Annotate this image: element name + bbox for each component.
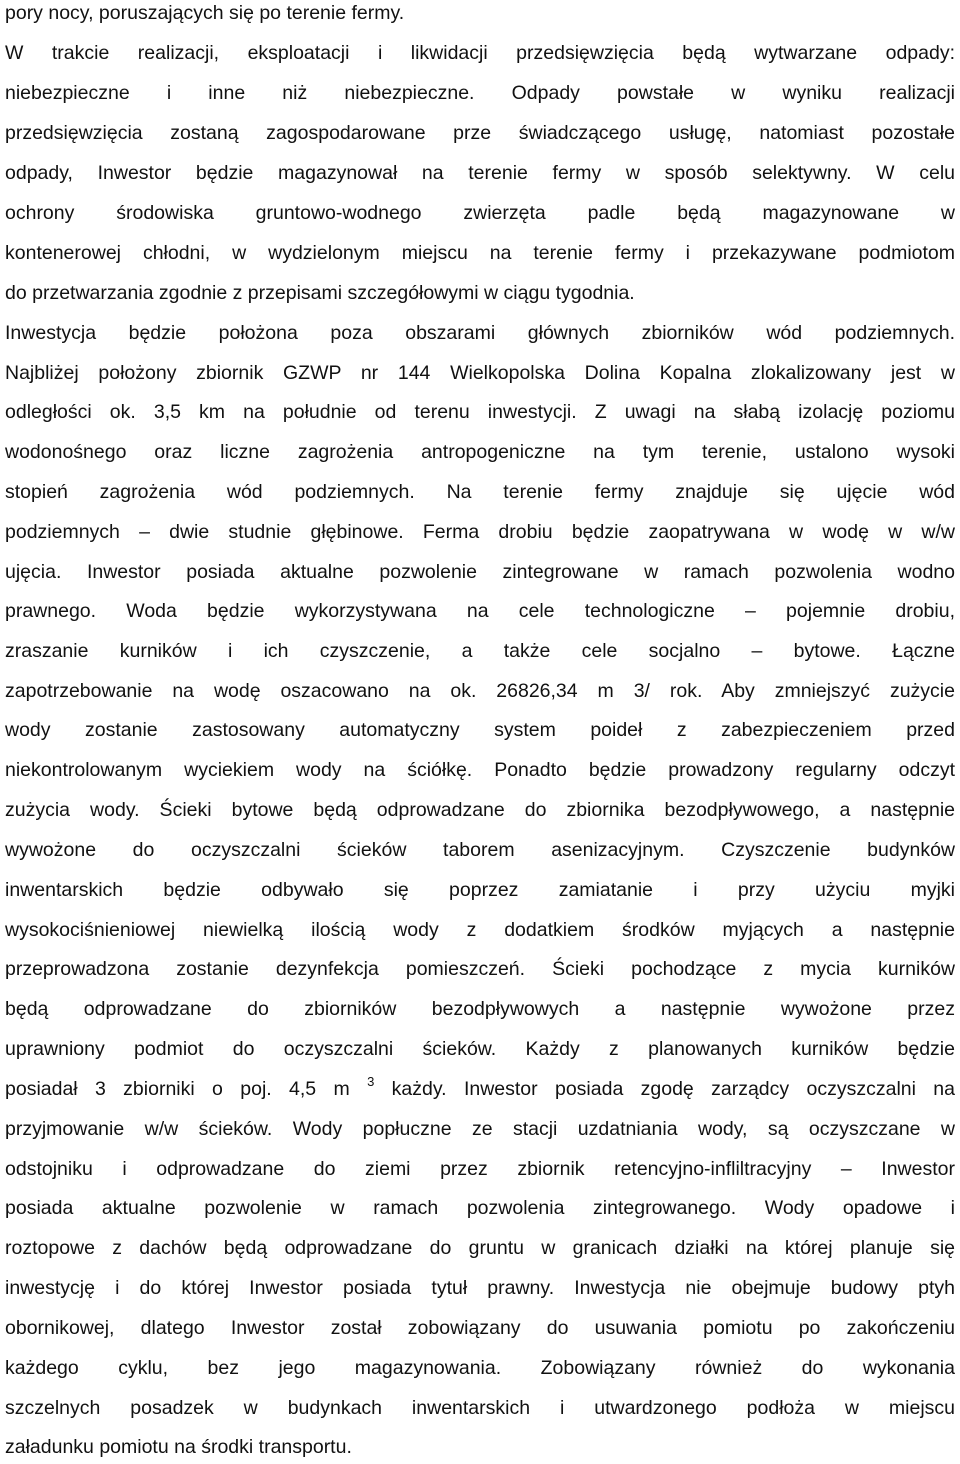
text-line: wysokociśnieniowej niewielką ilością wody z dodatkiem środków myjących a następnie bbox=[5, 919, 955, 941]
text-line: inwestycję i do której Inwestor posiada tytuł prawny. Inwestycja nie obejmuje budowy ptyh bbox=[5, 1277, 955, 1299]
text-line: załadunku pomiotu na środki transportu. bbox=[5, 1436, 352, 1458]
text-line: Najbliżej położony zbiornik GZWP nr 144 Wielkopolska Dolina Kopalna zlokalizowany jest w bbox=[5, 362, 955, 384]
text-line: Inwestycja będzie położona poza obszarami głównych zbiorników wód podziemnych. bbox=[5, 322, 955, 344]
text-line: odległości ok. 3,5 km na południe od terenu inwestycji. Z uwagi na słabą izolację poziomu bbox=[5, 401, 955, 423]
text-line: wodonośnego oraz liczne zagrożenia antropogeniczne na tym terenie, ustalono wysoki bbox=[5, 441, 955, 463]
text-line: każdego cyklu, bez jego magazynowania. Zobowiązany również do wykonania bbox=[5, 1357, 955, 1379]
text-segment: posiadał 3 zbiorniki o poj. 4,5 m bbox=[5, 1078, 368, 1100]
superscript-exponent: 3 bbox=[367, 1074, 375, 1089]
text-line: posiada aktualne pozwolenie w ramach pozwolenia zintegrowanego. Wody opadowe i bbox=[5, 1197, 955, 1219]
text-line: roztopowe z dachów będą odprowadzane do gruntu w granicach działki na której planuje się bbox=[5, 1237, 955, 1259]
text-line: prawnego. Woda będzie wykorzystywana na cele technologiczne – pojemnie drobiu, bbox=[5, 600, 955, 622]
text-line: przeprowadzona zostanie dezynfekcja pomieszczeń. Ścieki pochodzące z mycia kurników bbox=[5, 958, 955, 980]
text-segment: każdy. Inwestor posiada zgodę zarządcy oczyszczalni na bbox=[374, 1078, 955, 1100]
text-line: do przetwarzania zgodnie z przepisami szczegółowymi w ciągu tygodnia. bbox=[5, 282, 635, 304]
text-line: będą odprowadzane do zbiorników bezodpływowych a następnie wywożone przez bbox=[5, 998, 955, 1020]
text-line: obornikowej, dlatego Inwestor został zobowiązany do usuwania pomiotu po zakończeniu bbox=[5, 1317, 955, 1339]
text-line: przedsięwzięcia zostaną zagospodarowane prze świadczącego usługę, natomiast pozostałe bbox=[5, 122, 955, 144]
text-line: zapotrzebowanie na wodę oszacowano na ok. 26826,34 m 3/ rok. Aby zmniejszyć zużycie bbox=[5, 680, 955, 702]
text-line: niebezpieczne i inne niż niebezpieczne. Odpady powstałe w wyniku realizacji bbox=[5, 82, 955, 104]
text-line: ujęcia. Inwestor posiada aktualne pozwolenie zintegrowane w ramach pozwolenia wodno bbox=[5, 561, 955, 583]
text-line: odpady, Inwestor będzie magazynował na terenie fermy w sposób selektywny. W celu bbox=[5, 162, 955, 184]
text-line: zraszanie kurników i ich czyszczenie, a także cele socjalno – bytowe. Łączne bbox=[5, 640, 955, 662]
text-line: kontenerowej chłodni, w wydzielonym miejscu na terenie fermy i przekazywane podmiotom bbox=[5, 242, 955, 264]
text-line: pory nocy, poruszających się po terenie fermy. bbox=[5, 2, 405, 24]
text-line: zużycia wody. Ścieki bytowe będą odprowadzane do zbiornika bezodpływowego, a następnie bbox=[5, 799, 955, 821]
text-line: podziemnych – dwie studnie głębinowe. Ferma drobiu będzie zaopatrywana w wodę w w/w bbox=[5, 521, 955, 543]
text-line: uprawniony podmiot do oczyszczalni ścieków. Każdy z planowanych kurników będzie bbox=[5, 1038, 955, 1060]
text-line: inwentarskich będzie odbywało się poprzez zamiatanie i przy użyciu myjki bbox=[5, 879, 955, 901]
text-line-with-superscript bbox=[5, 1075, 955, 1103]
text-line: wody zostanie zastosowany automatyczny system poideł z zabezpieczeniem przed bbox=[5, 719, 955, 741]
text-line: szczelnych posadzek w budynkach inwentarskich i utwardzonego podłoża w miejscu bbox=[5, 1397, 955, 1419]
text-line: odstojniku i odprowadzane do ziemi przez zbiornik retencyjno-infliltracyjny – Inwestor bbox=[5, 1158, 955, 1180]
text-line: przyjmowanie w/w ścieków. Wody popłuczne ze stacji uzdatniania wody, są oczyszczane w bbox=[5, 1118, 955, 1140]
text-line: stopień zagrożenia wód podziemnych. Na terenie fermy znajduje się ujęcie wód bbox=[5, 481, 955, 503]
text-line: ochrony środowiska gruntowo-wodnego zwierzęta padle będą magazynowane w bbox=[5, 202, 955, 224]
text-line: wywożone do oczyszczalni ścieków taborem asenizacyjnym. Czyszczenie budynków bbox=[5, 839, 955, 861]
text-line: W trakcie realizacji, eksploatacji i likwidacji przedsięwzięcia będą wytwarzane odpady: bbox=[5, 42, 955, 64]
text-line: niekontrolowanym wyciekiem wody na ściółkę. Ponadto będzie prowadzony regularny odczyt bbox=[5, 759, 955, 781]
